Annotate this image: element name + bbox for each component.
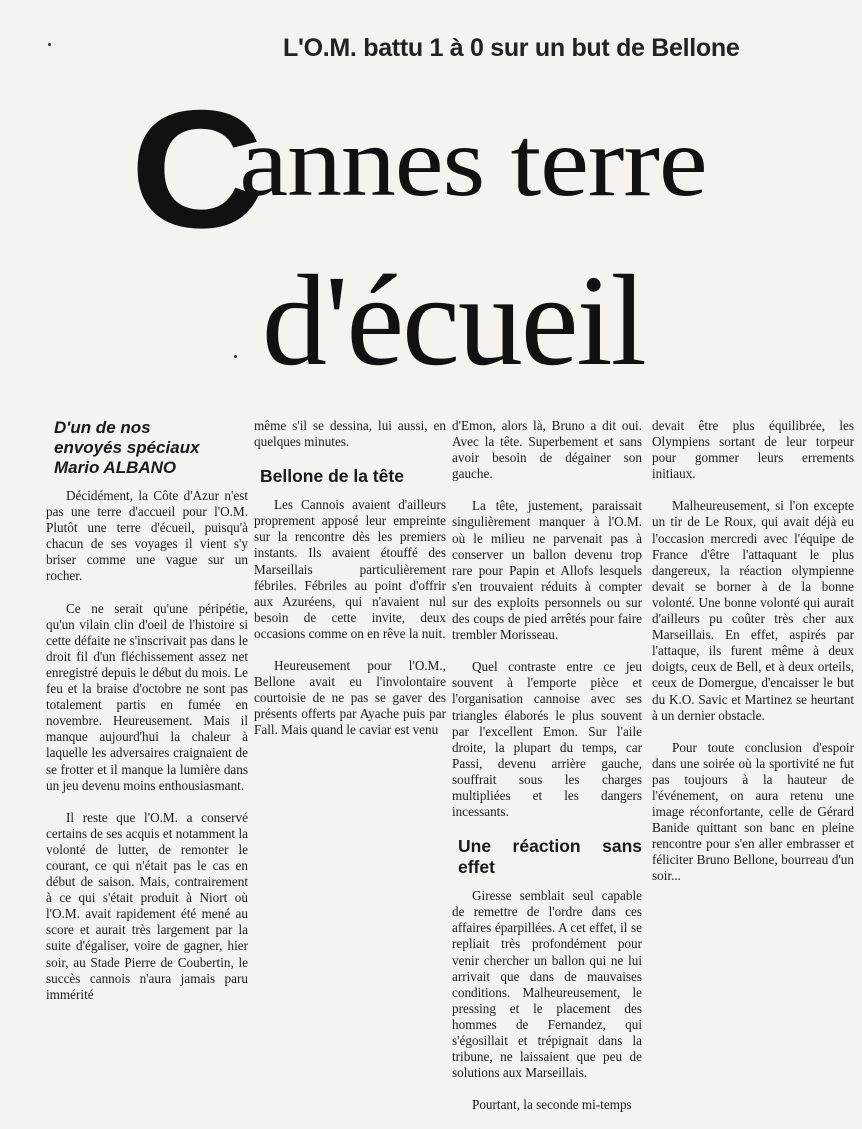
paragraph: Pourtant, la seconde mi-temps bbox=[472, 1097, 632, 1113]
paragraph: Quel contraste entre ce jeu souvent à l'emporte pièce et l'organisation cannoise avec ses triangles élaborés le plus souvent par l'excellent Emon. Sur l'aile droite, la plupart du temps, car Passi, devenu arrière gauche, souffrait sous les charges multipliées et les dangers incessants. bbox=[452, 659, 642, 820]
byline-line-2: envoyés spéciaux bbox=[54, 438, 200, 457]
paragraph: Ce ne serait qu'une péripétie, qu'un vilain clin d'oeil de l'histoire si cette défaite ne s'inscrivait pas dans le droit fil d'un fléchissement assez net enregistré depuis le début du mois. Le feu et la braise d'octobre ne sont pas totalement partis en fumée en novembre. Heureusement. Mais il manque aujourd'hui la chaleur à laquelle les adversaires craignaient de se frotter et il manque la lumière dans un jeu devenu moins enthousiasmant. bbox=[46, 600, 248, 793]
print-speck bbox=[234, 355, 237, 358]
kicker: L'O.M. battu 1 à 0 sur un but de Bellone bbox=[283, 34, 740, 62]
paragraph: Giresse semblait seul capable de remettre de l'ordre dans ces affaires éparpillées. A cet effet, il se repliait très profondément pour venir chercher un ballon qui ne lui arrivait que dans de mauvaises conditions. Malheureusement, le pressing et le placement des hommes de Fernandez, qui s'égosillait et trépignait dans la tribune, ne laissaient que peu de solutions aux Marseillais. bbox=[452, 888, 642, 1081]
article-column-1 bbox=[46, 418, 248, 1019]
headline-line-1-text: annes terre bbox=[239, 106, 707, 217]
print-speck bbox=[48, 43, 51, 46]
paragraph-continued: devait être plus équilibrée, les Olympiens sortant de leur torpeur pour gommer leurs errements initiaux. bbox=[652, 418, 854, 482]
paragraph: Heureusement pour l'O.M., Bellone avait eu l'involontaire courtoisie de ne pas se gaver des présents offerts par Ayache puis par Fall. Mais quand le caviar est venu bbox=[254, 658, 446, 738]
paragraph: Pour toute conclusion d'espoir dans une soirée où la sportivité ne fut pas toujours à la hauteur de l'événement, on aura retenu une image réconfortante, celle de Gérard Banide quittant son banc en pleine rencontre pour s'en aller embrasser et féliciter Bruno Bellone, bourreau d'un soir... bbox=[652, 739, 854, 884]
article-column-2 bbox=[254, 418, 446, 755]
subheading: Une réaction sans effet bbox=[458, 836, 642, 878]
paragraph: La tête, justement, paraissait singulièrement manquer à l'O.M. où le milieu ne parvenait pas à conserver un ballon devenu trop rare pour Papin et Allofs lesquels s'en trouvaient réduits à compter sur des exploits personnels ou sur des coups de pied arrêtés pour faire trembler Morisseau. bbox=[452, 498, 642, 643]
byline-author: Mario ALBANO bbox=[54, 458, 177, 477]
headline-line-2: d'écueil bbox=[262, 249, 645, 393]
byline bbox=[54, 418, 248, 478]
article-column-3 bbox=[452, 418, 642, 1129]
paragraph: Les Cannois avaient d'ailleurs proprement apposé leur empreinte sur la rencontre dès les premiers instants. Ils avaient étouffé des Marseillais particulièrement fébriles. Fébriles au point d'offrir aux Azuréens, qui n'avaient nul besoin de cette invite, deux occasions comme on en rêve la nuit. bbox=[254, 497, 446, 641]
paragraph-continued: même s'il se dessina, lui aussi, en quelques minutes. bbox=[254, 418, 446, 450]
paragraph: Décidément, la Côte d'Azur n'est pas une terre d'accueil pour l'O.M. Plutôt une terre d'écueil, puisqu'à chacun de ses voyages il vient s'y briser comme une vague sur un rocher. bbox=[46, 488, 248, 584]
paragraph: Malheureusement, si l'on excepte un tir de Le Roux, qui avait déjà eu l'occasion mercredi avec l'équipe de France d'être l'attaquant le plus dangereux, la réaction olympienne devait se borner à de la bonne volonté. Une bonne volonté qui aurait d'ailleurs pu coûter très cher aux Marseillais. En effet, aspirés par l'attaque, ils furent même à deux doigts, ceux de Bell, et à deux orteils, ceux de Domergue, d'encaisser le but du K.O. Savic et Martinez se heurtant à un dernier obstacle. bbox=[652, 498, 854, 723]
subheading: Bellone de la tête bbox=[260, 466, 404, 487]
paragraph-continued: d'Emon, alors là, Bruno a dit oui. Avec la tête. Superbement et sans avoir besoin de dégainer son gauche. bbox=[452, 418, 642, 482]
paragraph: Il reste que l'O.M. a conservé certains de ses acquis et notamment la volonté de lutter, de remonter le courant, ce qui n'était pas le cas en début de saison. Mais, contrairement à ce qui s'était produit à Niort où l'O.M. avait rapidement été mené au score et aurait très largement par la suite d'égaliser, voire de gagner, hier soir, au Stade Pierre de Coubertin, le succès cannois n'aura jamais paru immérité bbox=[46, 809, 248, 1002]
article-column-4 bbox=[652, 418, 854, 901]
headline-line-1: Cannes terre bbox=[130, 75, 707, 263]
byline-line-1: D'un de nos bbox=[54, 418, 151, 437]
